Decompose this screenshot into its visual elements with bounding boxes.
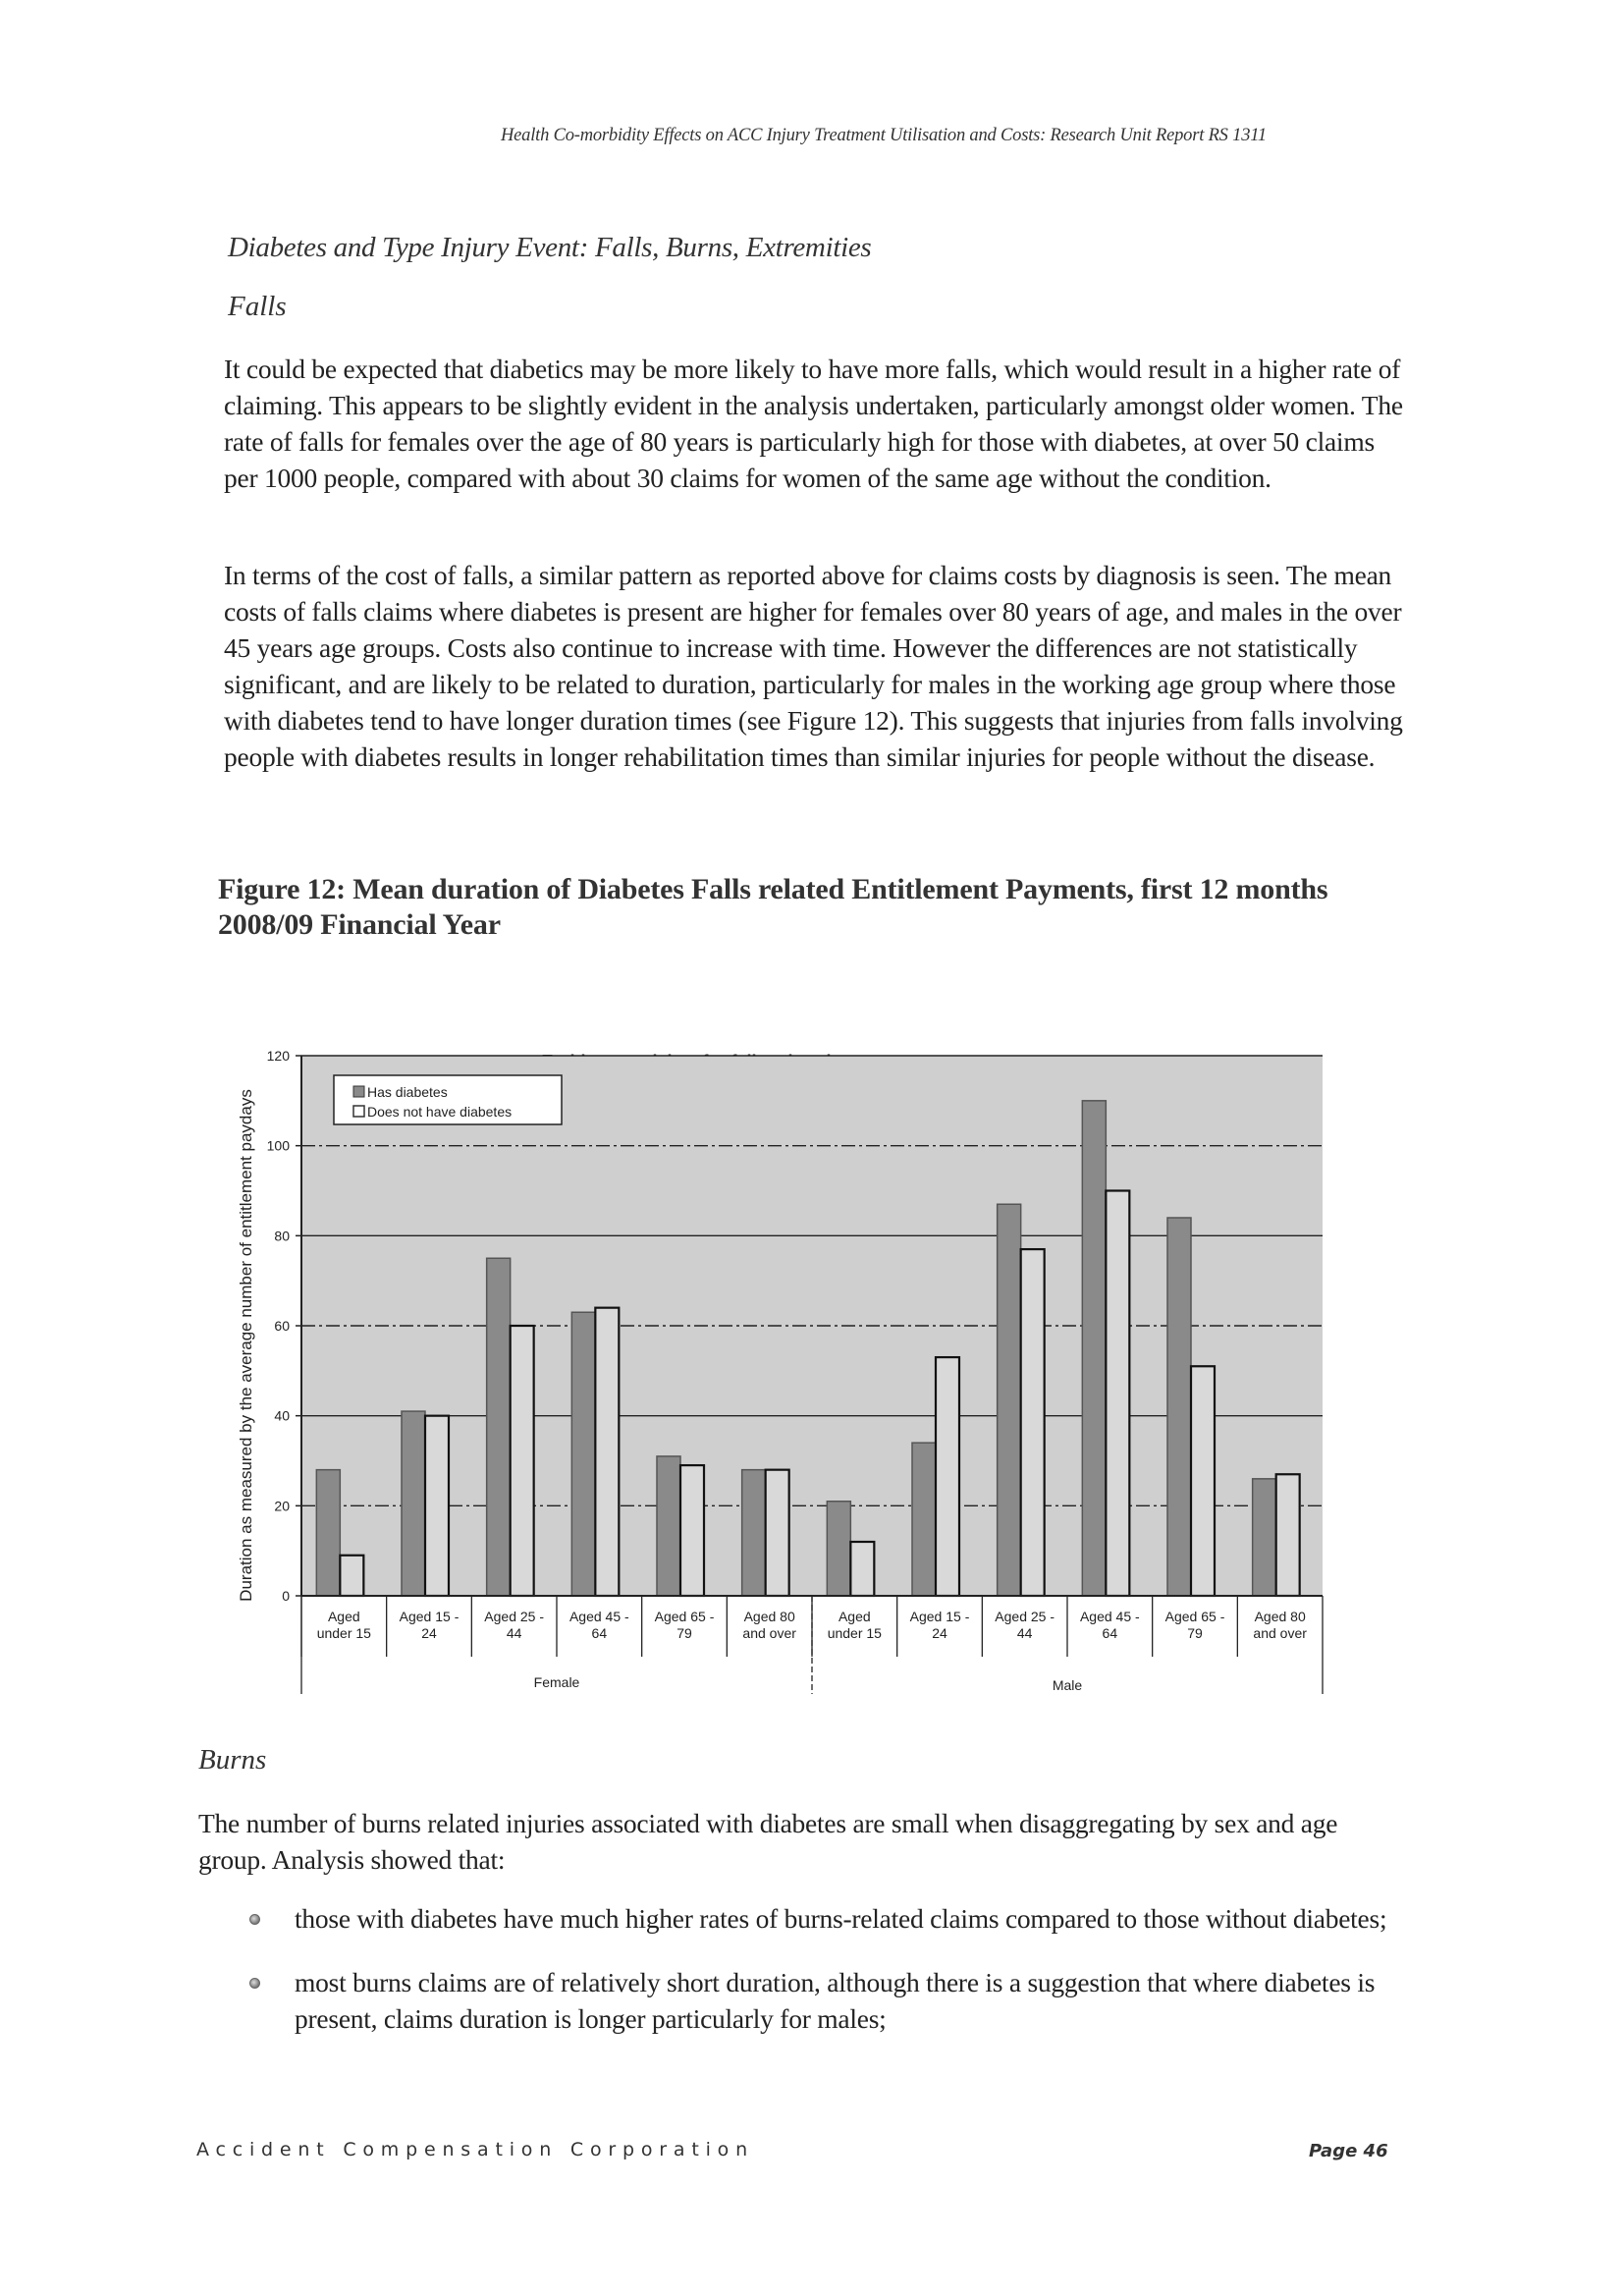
bar-has-diabetes [827,1502,850,1596]
legend [334,1075,562,1124]
page-number: Page 46 [1309,2141,1388,2161]
bar-no-diabetes [595,1308,619,1596]
x-tick-label: 64 [1102,1625,1118,1641]
y-tick-label: 40 [274,1407,290,1424]
y-tick-label: 120 [266,1048,290,1064]
y-axis-label: Duration as measured by the average number of entitlement paydays [237,1089,255,1602]
falls-paragraph-1: It could be expected that diabetics may be more likely to have more falls, which would result in a higher rate of claiming. This appears to be slightly evident in the analysis undertaken, particularly amongst older women. The rate of falls for females over the age of 80 years is particularly high for those with diabetes, at over 50 claims per 1000 people, compared with about 30 claims for women of the same age without the condition. [224,354,1403,493]
x-tick-label: Aged 45 - [1079,1609,1140,1624]
bar-no-diabetes [1021,1249,1045,1596]
x-tick-label: Aged 80 [1254,1609,1306,1624]
x-tick-label: Aged [838,1609,871,1624]
bar-no-diabetes [680,1465,704,1596]
legend-label-has-diabetes: Has diabetes [367,1084,448,1100]
bullet-item: most burns claims are of relatively short duration, although there is a suggestion that where diabetes is present, claims duration is longer particularly for males; [198,1964,1416,2037]
bar-no-diabetes [1106,1191,1129,1597]
bullet-icon [249,1914,260,1925]
y-tick-label: 80 [274,1228,290,1244]
bar-has-diabetes [1167,1218,1191,1596]
bar-has-diabetes [1253,1479,1276,1596]
bar-has-diabetes [998,1204,1021,1596]
y-tick-label: 20 [274,1498,290,1514]
burns-paragraph: The number of burns related injuries associated with diabetes are small when disaggregating by sex and age group. Analysis showed that: [198,1808,1338,1875]
burns-bullet-list [198,1900,1416,2064]
bar-no-diabetes [511,1326,534,1596]
bullet-item: those with diabetes have much higher rates of burns-related claims compared to those without diabetes; [198,1900,1416,1937]
x-tick-label: Aged 80 [743,1609,795,1624]
bar-no-diabetes [1191,1366,1215,1596]
x-tick-label: Aged 15 - [399,1609,460,1624]
x-tick-label: 44 [506,1625,522,1641]
x-tick-label: Aged 65 - [1164,1609,1225,1624]
bar-chart [216,982,1345,1709]
falls-paragraph-2: In terms of the cost of falls, a similar pattern as reported above for claims costs by diagnosis is seen. The mean costs of falls claims where diabetes is present are higher for females over 80 years of age, and males in the over 45 years age groups. Costs also continue to increase with time. However the differences are not statistically significant, and are likely to be related to duration, particularly for males in the working age group where those with diabetes tend to have longer duration times (see Figure 12). This suggests that injuries from falls involving people with diabetes results in longer rehabilitation times than similar injuries for people without the disease. [224,560,1403,772]
x-tick-label: 79 [1187,1625,1203,1641]
bar-has-diabetes [657,1456,680,1596]
x-axis-labels [301,1596,1323,1694]
x-tick-label: 24 [932,1625,947,1641]
bar-no-diabetes [936,1357,959,1596]
bar-has-diabetes [316,1470,340,1596]
bar-has-diabetes [742,1470,766,1596]
x-tick-label: under 15 [827,1625,882,1641]
bar-has-diabetes [487,1258,511,1596]
x-tick-label: Aged 25 - [484,1609,545,1624]
x-tick-label: 44 [1016,1625,1033,1641]
bar-has-diabetes [1082,1101,1106,1596]
x-tick-label: Aged 45 - [568,1609,629,1624]
x-tick-label: 24 [421,1625,437,1641]
x-tick-label: and over [1253,1625,1307,1641]
x-tick-label: and over [742,1625,796,1641]
falls-heading: Falls [228,291,287,322]
bar-no-diabetes [340,1556,363,1596]
running-header: Health Co-morbidity Effects on ACC Injury Treatment Utilisation and Costs: Research Unit Report RS 1311 [501,126,1267,145]
bar-no-diabetes [1276,1474,1300,1596]
y-tick-label: 0 [282,1588,290,1604]
group-label-female: Female [533,1674,580,1690]
group-label-male: Male [1052,1677,1083,1693]
legend-swatch-has-diabetes [353,1086,364,1097]
bar-no-diabetes [766,1470,789,1596]
bullet-icon [249,1978,260,1989]
legend-label-no-diabetes: Does not have diabetes [367,1104,513,1120]
bar-has-diabetes [571,1312,595,1596]
figure-caption: Figure 12: Mean duration of Diabetes Falls related Entitlement Payments, first 12 months 2008/09 Financial Year [218,873,1328,941]
x-tick-label: under 15 [316,1625,371,1641]
bar-no-diabetes [850,1542,874,1596]
x-tick-label: Aged 15 - [909,1609,970,1624]
burns-heading: Burns [198,1744,267,1776]
x-tick-label: Aged [327,1609,360,1624]
footer-organisation: Accident Compensation Corporation [196,2139,754,2160]
y-tick-label: 100 [266,1137,290,1154]
y-tick-label: 60 [274,1318,290,1334]
bar-has-diabetes [402,1411,425,1596]
section-title: Diabetes and Type Injury Event: Falls, Burns, Extremities [228,232,872,263]
x-tick-label: Aged 25 - [995,1609,1055,1624]
bar-no-diabetes [425,1416,449,1596]
y-axis-ticks [267,1048,301,1604]
bar-has-diabetes [912,1443,936,1596]
x-tick-label: 79 [676,1625,692,1641]
x-tick-label: 64 [591,1625,608,1641]
legend-swatch-no-diabetes [353,1106,364,1117]
x-tick-label: Aged 65 - [654,1609,715,1624]
